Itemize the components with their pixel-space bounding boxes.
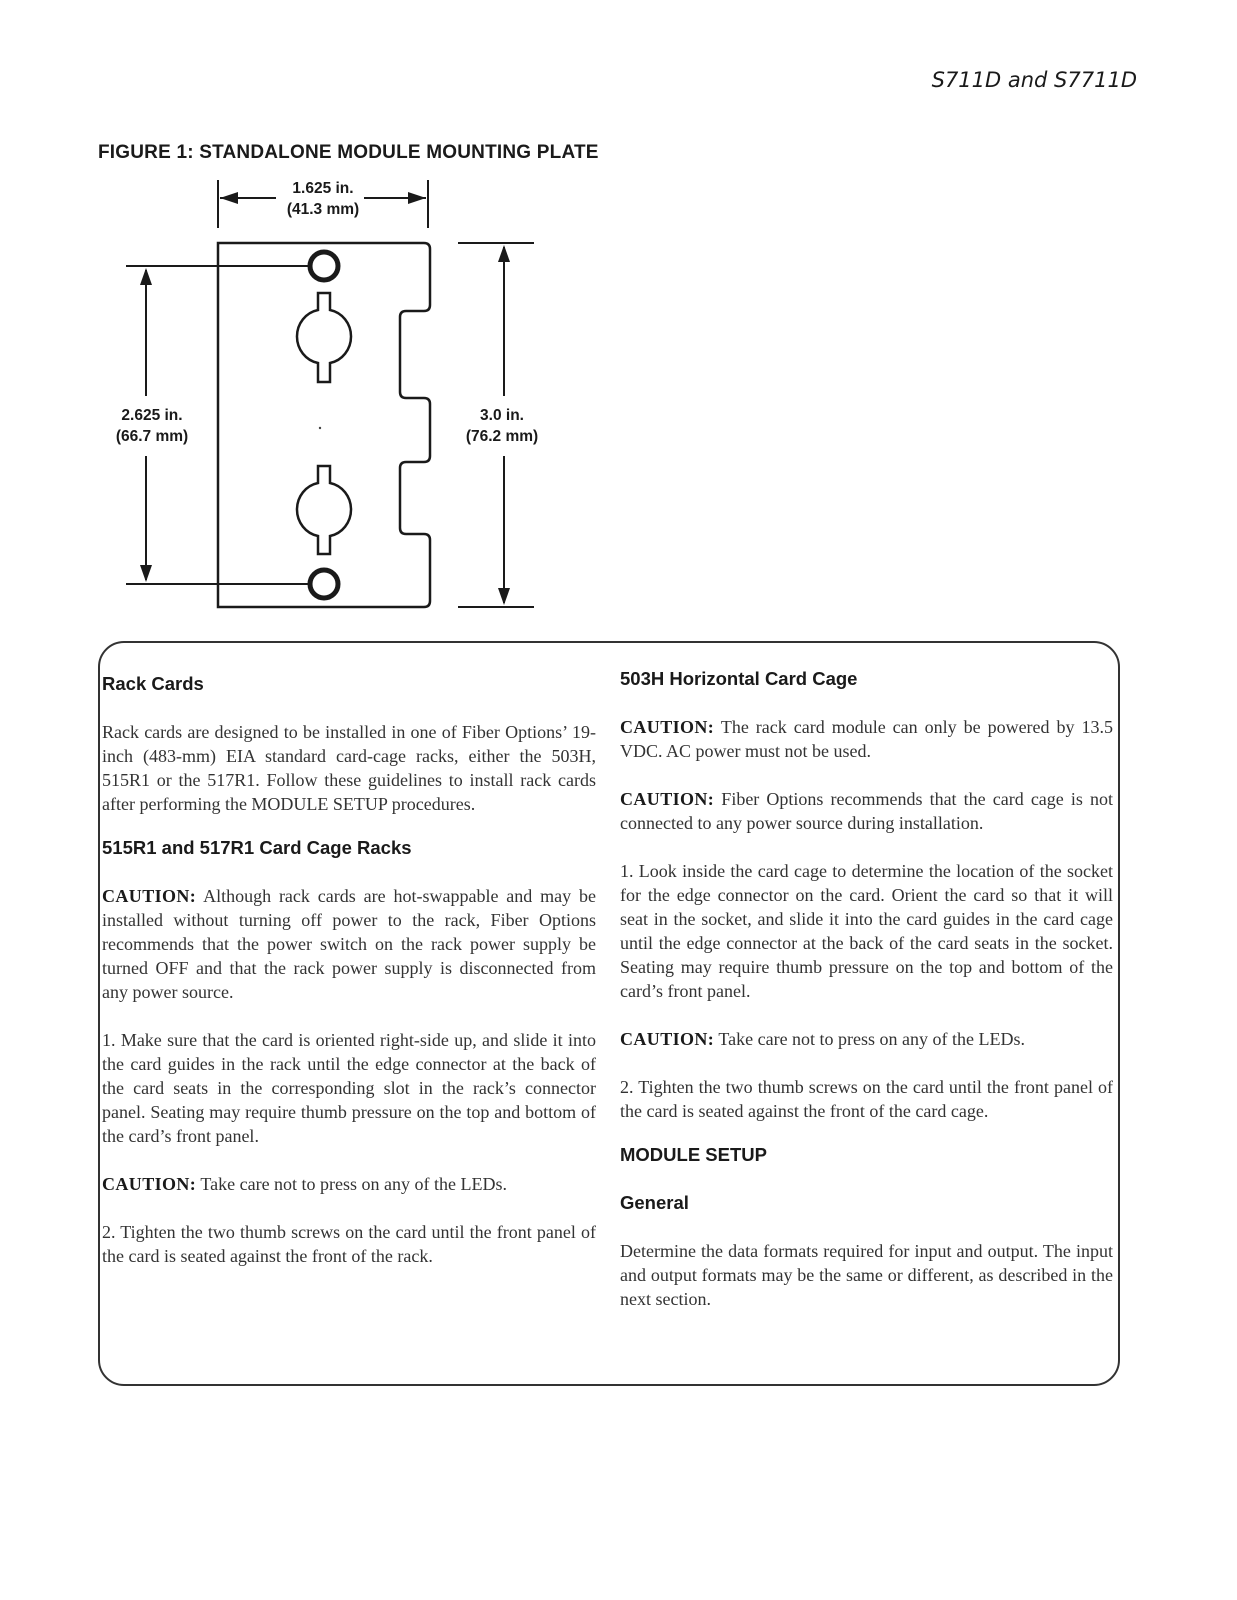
caution-text: Take care not to press on any of the LEDs. <box>714 1029 1026 1049</box>
width-dim-label-in: 1.625 in. <box>292 180 354 197</box>
left-column <box>102 672 596 1268</box>
height-arrow-bottom <box>498 588 510 605</box>
right-column <box>620 667 1113 1311</box>
caution-power-13-5vdc <box>620 715 1113 763</box>
height-arrow-top <box>498 245 510 262</box>
cage-step-2: 2. Tighten the two thumb screws on the card until the front panel of the card is seated against the front of the card cage. <box>620 1077 1113 1121</box>
width-arrow-left <box>220 192 238 204</box>
caution-hot-swap <box>102 884 596 1004</box>
height-dimension <box>458 243 534 607</box>
document-header-title: S711D and S7711D <box>931 68 1137 92</box>
general-heading: General <box>620 1192 689 1213</box>
caution-label: CAUTION: <box>102 886 197 906</box>
center-mark <box>319 427 321 429</box>
horizontal-card-cage-heading: 503H Horizontal Card Cage <box>620 668 858 689</box>
rack-step-2: 2. Tighten the two thumb screws on the card until the front panel of the card is seated against the front of the rack. <box>102 1222 596 1266</box>
rack-cards-paragraph: Rack cards are designed to be installed in one of Fiber Options’ 19-inch (483-mm) EIA standard card-cage racks, either the 503H, 515R1 or the 517R1. Follow these guidelines to install rack cards after performing the MODULE SETUP procedures. <box>102 722 596 814</box>
hole-spacing-arrow-top <box>140 268 152 285</box>
mounting-plate-diagram <box>0 0 560 620</box>
height-label-mm: (76.2 mm) <box>465 428 539 445</box>
caution-leds <box>102 1172 596 1196</box>
caution-label: CAUTION: <box>620 789 715 809</box>
mounting-hole-bottom <box>310 570 338 598</box>
caution-text: Although rack cards are hot-swappable and may be installed without turning off power to the rack, Fiber Options recommends that the power switch on the rack power supply be turned OFF and that the rack power supply is disconnected from any power source. <box>102 886 596 1002</box>
keyhole-slot-top <box>297 293 351 382</box>
caution-power-source <box>620 787 1113 835</box>
caution-text: The rack card module can only be powered by 13.5 VDC. AC power must not be used. <box>620 717 1113 761</box>
mounting-hole-top <box>310 252 338 280</box>
plate-outline <box>218 243 430 607</box>
figure-title: FIGURE 1: STANDALONE MODULE MOUNTING PLATE <box>98 142 599 163</box>
general-paragraph: Determine the data formats required for input and output. The input and output formats may be the same or different, as described in the next section. <box>620 1241 1113 1309</box>
caution-text: Take care not to press on any of the LEDs. <box>196 1174 508 1194</box>
cage-step-1: 1. Look inside the card cage to determine the location of the socket for the edge connector on the card. Orient the card so that it will seat in the socket, and slide it into the card guides in the card cage until the edge connector at the back of the card seats in the socket. Seating may require thumb pressure on the top and bottom of the card’s front panel. <box>620 861 1113 1001</box>
caution-leds <box>620 1027 1113 1051</box>
card-cage-racks-heading: 515R1 and 517R1 Card Cage Racks <box>102 837 412 858</box>
hole-spacing-label-mm: (66.7 mm) <box>115 428 189 445</box>
caution-label: CAUTION: <box>620 1029 715 1049</box>
module-setup-heading: MODULE SETUP <box>620 1144 767 1165</box>
caution-text: Fiber Options recommends that the card cage is not connected to any power source during installation. <box>620 789 1113 833</box>
caution-label: CAUTION: <box>102 1174 197 1194</box>
hole-spacing-label-in: 2.625 in. <box>121 407 183 424</box>
keyhole-slot-bottom <box>297 466 351 554</box>
hole-spacing-arrow-bottom <box>140 565 152 582</box>
width-arrow-right <box>408 192 426 204</box>
height-label-in: 3.0 in. <box>480 407 524 424</box>
rack-cards-heading: Rack Cards <box>102 673 204 694</box>
caution-label: CAUTION: <box>620 717 715 737</box>
width-dim-label-mm: (41.3 mm) <box>286 201 360 218</box>
rack-step-1: 1. Make sure that the card is oriented right-side up, and slide it into the card guides in the rack until the edge connector at the back of the card seats in the corresponding slot in the rack’s connector panel. Seating may require thumb pressure on the top and bottom of the card’s front panel. <box>102 1030 596 1146</box>
